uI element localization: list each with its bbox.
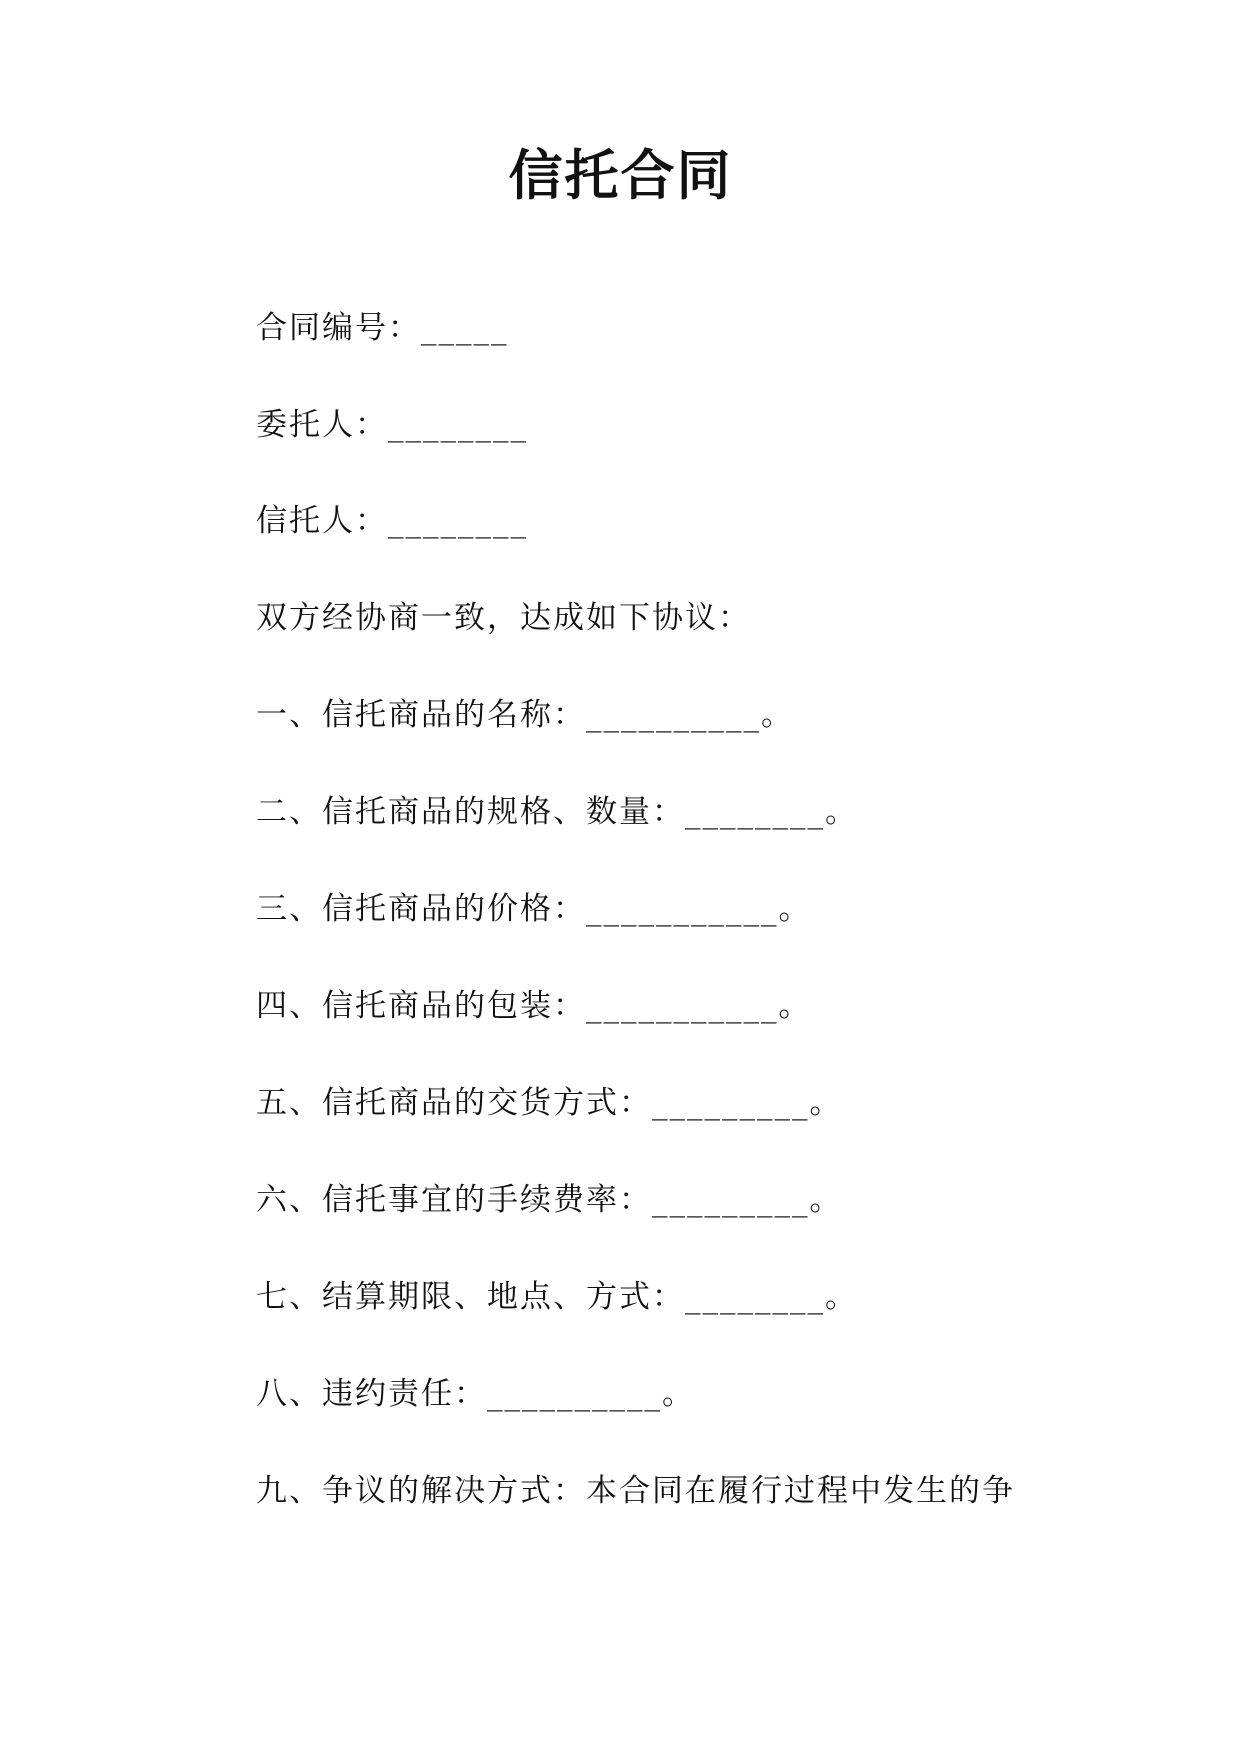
clause-9: 九、争议的解决方式：本合同在履行过程中发生的争 bbox=[256, 1473, 1015, 1509]
clause-2: 二、信托商品的规格、数量：________。 bbox=[256, 794, 858, 830]
clause-5: 五、信托商品的交货方式：_________。 bbox=[256, 1085, 843, 1121]
clause-4: 四、信托商品的包装：___________。 bbox=[256, 988, 812, 1024]
clause-7: 七、结算期限、地点、方式：________。 bbox=[256, 1279, 858, 1315]
document-title: 信托合同 bbox=[508, 143, 733, 207]
agreement-intro: 双方经协商一致，达成如下协议： bbox=[256, 600, 751, 636]
trustee-line: 信托人：________ bbox=[256, 503, 528, 539]
clause-6: 六、信托事宜的手续费率：_________。 bbox=[256, 1182, 843, 1218]
contract-number-line: 合同编号：_____ bbox=[256, 310, 509, 346]
clause-3: 三、信托商品的价格：___________。 bbox=[256, 891, 812, 927]
principal-line: 委托人：________ bbox=[256, 407, 528, 443]
clause-1: 一、信托商品的名称：__________。 bbox=[256, 697, 794, 733]
clause-8: 八、违约责任：__________。 bbox=[256, 1376, 695, 1412]
